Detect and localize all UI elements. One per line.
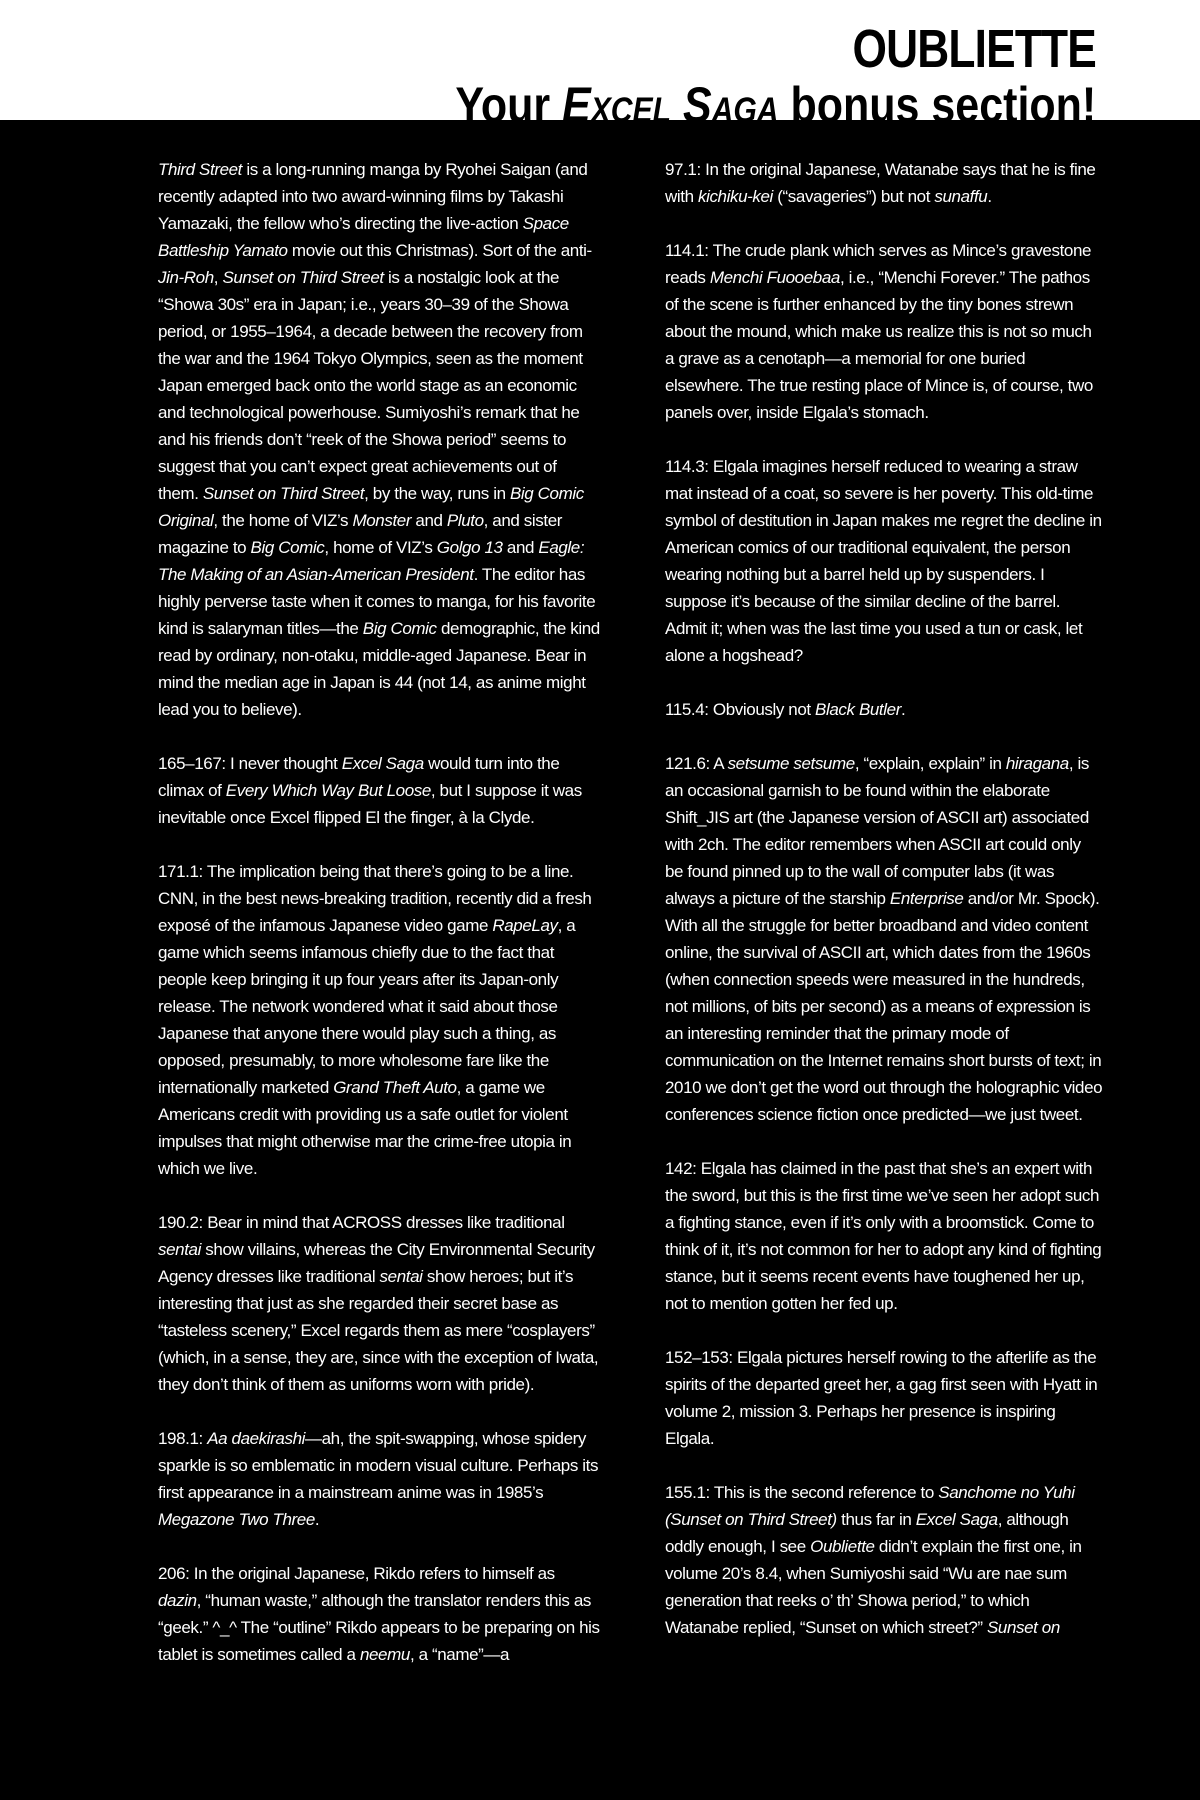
note-paragraph bbox=[665, 453, 1103, 669]
italic-text: setsume setsume bbox=[727, 754, 855, 773]
note-paragraph bbox=[665, 696, 1103, 723]
subtitle-post: bonus section! bbox=[778, 77, 1096, 133]
text-run: , bbox=[213, 268, 223, 287]
italic-text: Big Comic bbox=[250, 538, 325, 557]
page-subtitle bbox=[455, 77, 1096, 133]
text-run: 115.4: Obviously not bbox=[665, 700, 816, 719]
italic-text: neemu bbox=[359, 1645, 410, 1664]
text-run: 155.1: This is the second reference to bbox=[665, 1483, 939, 1502]
text-run: , a game which seems infamous chiefly due to the fact that people keep bringing it up four years after its Japan-only release. The network wondered what it said about those Japanese that anyone there would play such a thing, as opposed, presumably, to more wholesome fare like the internationally marketed bbox=[158, 916, 576, 1097]
italic-text: Third Street bbox=[158, 160, 243, 179]
text-run: 142: Elgala has claimed in the past that she’s an expert with the sword, but this is the first time we’ve seen her adopt such a fighting stance, even if it’s only with a broomstick. Come to think of it, it’s not common for her to adopt any kind of fighting stance, but it seems recent events have toughened her up, not to mention gotten her fed up. bbox=[665, 1159, 1102, 1313]
text-run: , home of VIZ’s bbox=[324, 538, 437, 557]
text-run: , the home of VIZ’s bbox=[213, 511, 353, 530]
text-run: . bbox=[987, 187, 992, 206]
italic-text: Megazone Two Three bbox=[158, 1510, 315, 1529]
note-paragraph bbox=[158, 750, 600, 831]
italic-text: Sunset on Third Street bbox=[202, 484, 365, 503]
text-run: , by the way, runs in bbox=[364, 484, 510, 503]
text-run: , a “name”—a bbox=[409, 1645, 510, 1664]
text-run: , “explain, explain” in bbox=[854, 754, 1006, 773]
italic-text: sentai bbox=[158, 1240, 201, 1259]
text-run: , and sister magazine to bbox=[158, 511, 563, 557]
subtitle-pre: Your bbox=[455, 77, 562, 133]
italic-text: Enterprise bbox=[889, 889, 964, 908]
text-run: didn’t explain the first one, in volume 20’s 8.4, when Sumiyoshi said “Wu are nae sum generation that reeks o’ th’ Showa period,” to which Watanabe replied, “Sunset on which street?” bbox=[665, 1537, 1082, 1637]
left-column bbox=[158, 156, 600, 1695]
note-paragraph bbox=[665, 237, 1103, 426]
text-run: —ah, the spit-swapping, whose spidery sparkle is so emblematic in modern visual culture. Perhaps its first appearance in a mainstream anime was in 1985’s bbox=[158, 1429, 599, 1502]
note-paragraph bbox=[665, 1479, 1103, 1641]
text-run: , i.e., “Menchi Forever.” The pathos of the scene is further enhanced by the tiny bones strewn about the mound, which make us realize this is not so much a grave as a cenotaph—a memorial for one buried elsewhere. The true resting place of Mince is, of course, two panels over, inside Elgala’s stomach. bbox=[665, 268, 1093, 422]
page-title: OUBLIETTE bbox=[852, 19, 1096, 79]
text-run: . bbox=[900, 700, 906, 719]
right-column bbox=[665, 156, 1103, 1668]
italic-text: Space Battleship Yamato bbox=[158, 214, 569, 260]
note-paragraph bbox=[665, 750, 1103, 1128]
italic-text: Big Comic bbox=[362, 619, 437, 638]
text-run: . The editor has highly perverse taste when it comes to manga, for his favorite kind is salaryman titles—the bbox=[158, 565, 596, 638]
note-paragraph bbox=[158, 1425, 600, 1533]
text-run: 114.3: Elgala imagines herself reduced to wearing a straw mat instead of a coat, so severe is her poverty. This old-time symbol of destitution in Japan makes me regret the decline in American comics of our traditional equivalent, the person wearing nothing but a barrel held up by suspenders. I suppose it’s because of the similar decline of the barrel. Admit it; when was the last time you used a tun or cask, let alone a hogshead? bbox=[665, 457, 1102, 665]
italic-text: Menchi Fuooebaa bbox=[709, 268, 840, 287]
text-run: and bbox=[502, 538, 539, 557]
italic-text: Aa daekirashi bbox=[207, 1429, 306, 1448]
italic-text: Oubliette bbox=[810, 1537, 875, 1556]
italic-text: Sanchome no Yuhi (Sunset on Third Street) bbox=[665, 1483, 1075, 1529]
text-run: is a nostalgic look at the “Showa 30s” era in Japan; i.e., years 30–39 of the Showa period, or 1955–1964, a decade between the recovery from the war and the 1964 Tokyo Olympics, seen as the moment Japan emerged back onto the world stage as an economic and technological powerhouse. Sumiyoshi’s remark that he and his friends don’t “reek of the Showa period” seems to suggest that you can’t expect great achievements out of them. bbox=[158, 268, 583, 503]
italic-text: kichiku-kei bbox=[697, 187, 773, 206]
text-run: 206: In the original Japanese, Rikdo refers to himself as bbox=[158, 1564, 555, 1583]
italic-text: sunaffu bbox=[934, 187, 988, 206]
italic-text: Sunset on bbox=[986, 1618, 1060, 1637]
italic-text: Golgo 13 bbox=[436, 538, 503, 557]
text-run: and/or Mr. Spock). With all the struggle for better broadband and video content online, the survival of ASCII art, which dates from the 1960s (when connection speeds were measured in the hundreds, not millions, of bits per second) as a means of expression is an interesting reminder that the primary mode of communication on the Internet remains short bursts of text; in 2010 we don’t get the word out through the holographic video conferences science fiction once predicted—we just tweet. bbox=[665, 889, 1103, 1124]
text-run: 165–167: I never thought bbox=[158, 754, 342, 773]
italic-text: Big Comic Original bbox=[158, 484, 584, 530]
note-paragraph bbox=[665, 1155, 1103, 1317]
italic-text: Pluto bbox=[446, 511, 484, 530]
note-paragraph bbox=[665, 1344, 1103, 1452]
italic-text: RapeLay bbox=[492, 916, 558, 935]
text-run: , is an occasional garnish to be found within the elaborate Shift_JIS art (the Japanese version of ASCII art) associated with 2ch. The editor remembers when ASCII art could only be found pinned up to the wall of computer labs (it was always a picture of the starship bbox=[665, 754, 1089, 908]
italic-text: Every Which Way But Loose bbox=[225, 781, 431, 800]
text-run: demographic, the kind read by ordinary, non-otaku, middle-aged Japanese. Bear in mind the median age in Japan is 44 (not 14, as anime might lead you to believe). bbox=[158, 619, 600, 719]
italic-text: Excel Saga bbox=[915, 1510, 998, 1529]
italic-text: Sunset on Third Street bbox=[222, 268, 384, 287]
text-run: show villains, whereas the City Environmental Security Agency dresses like traditional bbox=[158, 1240, 595, 1286]
text-run: 114.1: The crude plank which serves as Mince’s gravestone reads bbox=[665, 241, 1092, 287]
text-run: , but I suppose it was inevitable once Excel flipped El the finger, à la Clyde. bbox=[158, 781, 582, 827]
text-run: 198.1: bbox=[158, 1429, 208, 1448]
text-run: movie out this Christmas). Sort of the anti- bbox=[287, 241, 592, 260]
subtitle-series: Excel Saga bbox=[561, 77, 779, 133]
italic-text: Eagle: The Making of an Asian-American President bbox=[158, 538, 585, 584]
text-run: (“savageries”) but not bbox=[772, 187, 935, 206]
text-run: 171.1: The implication being that there’s going to be a line. CNN, in the best news-breaking tradition, recently did a fresh exposé of the infamous Japanese video game bbox=[158, 862, 592, 935]
text-run: 190.2: Bear in mind that ACROSS dresses like traditional bbox=[158, 1213, 565, 1232]
note-paragraph bbox=[158, 858, 600, 1182]
text-run: , “human waste,” although the translator renders this as “geek.” ^_^ The “outline” Rikdo appears to be preparing on his tablet is sometimes called a bbox=[158, 1591, 600, 1664]
text-run: , although oddly enough, I see bbox=[665, 1510, 1069, 1556]
note-paragraph bbox=[158, 1560, 600, 1668]
header-band bbox=[0, 0, 1200, 133]
note-paragraph bbox=[158, 1209, 600, 1398]
italic-text: Grand Theft Auto bbox=[333, 1078, 457, 1097]
text-run: 121.6: A bbox=[665, 754, 728, 773]
italic-text: hiragana bbox=[1005, 754, 1069, 773]
italic-text: Monster bbox=[352, 511, 412, 530]
text-run: is a long-running manga by Ryohei Saigan (and recently adapted into two award-winning films by Takashi Yamazaki, the fellow who’s directing the live-action bbox=[158, 160, 588, 233]
note-paragraph bbox=[158, 156, 600, 723]
italic-text: dazin bbox=[158, 1591, 197, 1610]
text-run: 152–153: Elgala pictures herself rowing to the afterlife as the spirits of the departed greet her, a gag first seen with Hyatt in volume 2, mission 3. Perhaps her presence is inspiring Elgala. bbox=[665, 1348, 1098, 1448]
italic-text: Jin-Roh bbox=[158, 268, 214, 287]
text-run: show heroes; but it’s interesting that just as she regarded their secret base as “tasteless scenery,” Excel regards them as mere “cosplayers” (which, in a sense, they are, since with the exception of Iwata, they don’t think of them as uniforms worn with pride). bbox=[158, 1267, 599, 1394]
italic-text: Black Butler bbox=[815, 700, 901, 719]
text-run: , a game we Americans credit with providing us a safe outlet for violent impulses that might otherwise mar the crime-free utopia in which we live. bbox=[158, 1078, 572, 1178]
text-run: 97.1: In the original Japanese, Watanabe says that he is fine with bbox=[665, 160, 1096, 206]
text-run: thus far in bbox=[836, 1510, 916, 1529]
text-run: . bbox=[314, 1510, 320, 1529]
text-run: and bbox=[411, 511, 447, 530]
italic-text: Excel Saga bbox=[341, 754, 424, 773]
italic-text: sentai bbox=[379, 1267, 423, 1286]
note-paragraph bbox=[665, 156, 1103, 210]
text-run: would turn into the climax of bbox=[158, 754, 560, 800]
